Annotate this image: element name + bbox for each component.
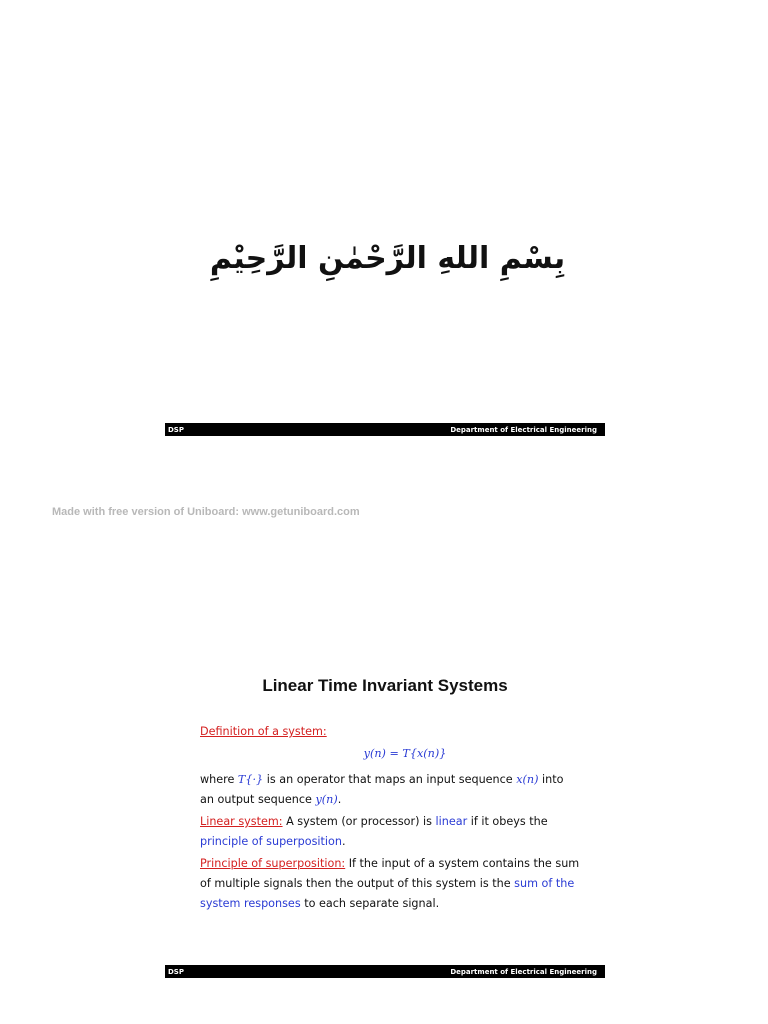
slide2-footer — [165, 965, 605, 978]
definition-heading: Definition of a system: — [200, 725, 327, 738]
where-paragraph: where T{·} is an operator that maps an input sequence x(n) into an output sequence y(n). — [200, 773, 564, 806]
slide1-footer — [165, 423, 605, 436]
linear-system-paragraph: Linear system: A system (or processor) is linear if it obeys the principle of superposition. — [200, 815, 548, 848]
uniboard-watermark: Made with free version of Uniboard: www.getuniboard.com — [52, 506, 360, 518]
footer-department: Department of Electrical Engineering — [450, 967, 597, 976]
footer-course: DSP — [168, 425, 184, 434]
footer-department: Department of Electrical Engineering — [450, 425, 597, 434]
system-equation: y(n) = T{x(n)} — [363, 747, 447, 760]
superposition-paragraph: Principle of superposition: If the input of a system contains the sum of multiple signals then the output of this system is the sum of the system responses to each separate signal. — [200, 857, 580, 910]
slide-title: Linear Time Invariant Systems — [262, 676, 508, 695]
calligraphy-text: بِسْمِ اللهِ الرَّحْمٰنِ الرَّحِيْمِ — [209, 240, 566, 276]
slide-body — [200, 722, 580, 916]
footer-course: DSP — [168, 967, 184, 976]
bismillah-calligraphy — [209, 228, 566, 288]
